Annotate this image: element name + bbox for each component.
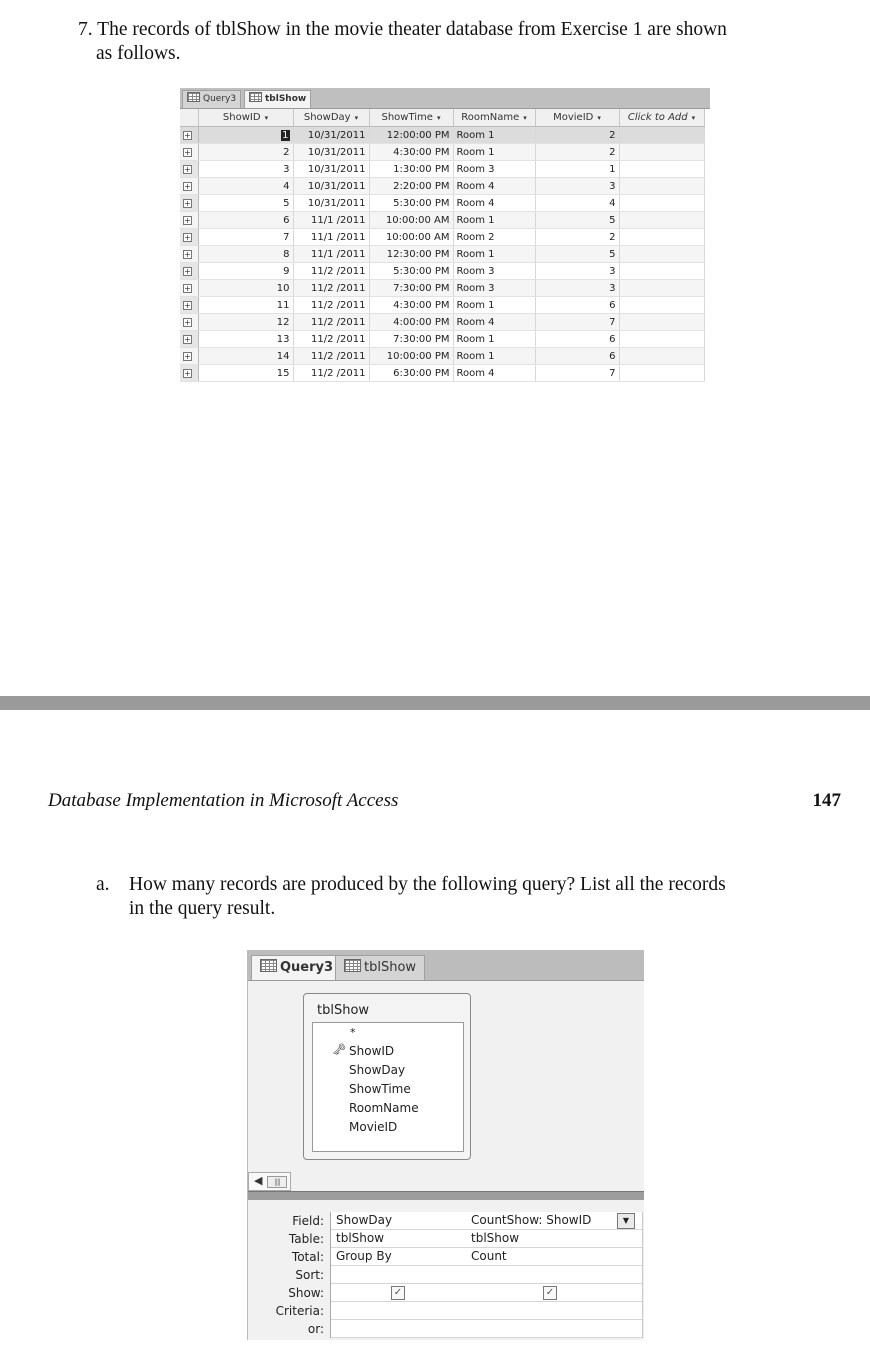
table-icon: [249, 92, 262, 102]
table-row[interactable]: [180, 127, 704, 144]
expand-plus-icon[interactable]: +: [184, 249, 191, 259]
expand-plus-icon[interactable]: +: [184, 198, 191, 208]
field-showday[interactable]: ShowDay: [349, 1063, 406, 1077]
exercise-line-1: The records of tblShow in the movie theater database from Exercise 1 are shown: [97, 19, 727, 40]
field-showtime[interactable]: ShowTime: [349, 1082, 411, 1096]
field-roomname[interactable]: RoomName: [349, 1101, 419, 1115]
running-header: [48, 790, 841, 812]
cell-movieid[interactable]: 6: [535, 297, 619, 314]
cell-roomname[interactable]: Room 1: [453, 348, 535, 365]
cell-showid[interactable]: 15: [198, 365, 293, 382]
cell-showday[interactable]: 11/2 /2011: [293, 314, 369, 331]
cell-showid[interactable]: 13: [198, 331, 293, 348]
table-row[interactable]: [180, 212, 704, 229]
table-row[interactable]: [180, 280, 704, 297]
tab-tblshow[interactable]: tblShow: [244, 90, 311, 108]
tab-tblshow[interactable]: tblShow: [335, 955, 425, 980]
scroll-left-icon[interactable]: ◀: [254, 1174, 263, 1187]
cell-showid[interactable]: 6: [198, 212, 293, 229]
row-selector[interactable]: [180, 280, 198, 297]
row-selector[interactable]: [180, 297, 198, 314]
cell-showid[interactable]: 4: [198, 178, 293, 195]
question-label: a.: [96, 874, 110, 895]
col1-sort[interactable]: [331, 1266, 466, 1284]
cell-click-to-add[interactable]: [619, 348, 704, 365]
query-design-view: [247, 950, 644, 1340]
cell-click-to-add[interactable]: [619, 161, 704, 178]
col-header-showid[interactable]: ShowID ▾: [198, 109, 293, 127]
grid-column-1: [330, 1212, 467, 1338]
col1-field[interactable]: ShowDay: [331, 1212, 466, 1230]
table-row[interactable]: [180, 365, 704, 382]
cell-roomname[interactable]: Room 1: [453, 144, 535, 161]
question-line-1: How many records are produced by the following query? List all the records: [129, 874, 726, 895]
question-a-text: [96, 873, 836, 921]
question-line-2: in the query result.: [129, 898, 276, 919]
cell-showtime[interactable]: 5:30:00 PM: [369, 263, 453, 280]
table-icon: [344, 959, 361, 972]
cell-click-to-add[interactable]: [619, 297, 704, 314]
cell-click-to-add[interactable]: [619, 212, 704, 229]
expand-plus-icon[interactable]: +: [184, 130, 191, 140]
table-row[interactable]: [180, 246, 704, 263]
cell-showid[interactable]: 11: [198, 297, 293, 314]
tab-query3[interactable]: Query3: [251, 955, 342, 980]
expand-plus-icon[interactable]: +: [184, 164, 191, 174]
col1-total[interactable]: Group By: [331, 1248, 466, 1266]
cell-roomname[interactable]: Room 1: [453, 297, 535, 314]
expand-plus-icon[interactable]: +: [184, 351, 191, 361]
field-list-box: [312, 1022, 464, 1152]
cell-showday[interactable]: 11/2 /2011: [293, 365, 369, 382]
cell-movieid[interactable]: 3: [535, 178, 619, 195]
cell-showday[interactable]: 11/1 /2011: [293, 212, 369, 229]
tblshow-datasheet: [180, 88, 710, 388]
col1-or[interactable]: [331, 1320, 466, 1338]
dropdown-arrow-icon: ▾: [264, 114, 269, 122]
table-row[interactable]: [180, 331, 704, 348]
col1-show: [331, 1284, 466, 1302]
exercise-line-2: as follows.: [96, 43, 181, 64]
col2-or[interactable]: [466, 1320, 642, 1338]
cell-showday[interactable]: 11/2 /2011: [293, 331, 369, 348]
table-row[interactable]: [180, 263, 704, 280]
field-list-title: tblShow: [317, 1003, 370, 1018]
field-showid[interactable]: ShowID: [349, 1044, 395, 1058]
row-selector[interactable]: [180, 246, 198, 263]
expand-plus-icon[interactable]: +: [184, 266, 191, 276]
field-list-tblshow[interactable]: [303, 993, 471, 1160]
cell-showday[interactable]: 11/2 /2011: [293, 348, 369, 365]
expand-plus-icon[interactable]: +: [184, 300, 191, 310]
cell-showtime[interactable]: 10:00:00 PM: [369, 348, 453, 365]
cell-roomname[interactable]: Room 1: [453, 212, 535, 229]
cell-click-to-add[interactable]: [619, 365, 704, 382]
col2-table[interactable]: tblShow: [466, 1230, 642, 1248]
expand-plus-icon[interactable]: +: [184, 181, 191, 191]
cell-movieid[interactable]: 5: [535, 212, 619, 229]
cell-roomname[interactable]: Room 1: [453, 246, 535, 263]
cell-movieid[interactable]: 1: [535, 161, 619, 178]
dropdown-arrow-icon: ▾: [691, 114, 696, 122]
cell-showid[interactable]: 7: [198, 229, 293, 246]
query-icon: [260, 959, 277, 972]
table-row[interactable]: [180, 348, 704, 365]
cell-roomname[interactable]: Room 1: [453, 127, 535, 144]
cell-movieid[interactable]: 6: [535, 348, 619, 365]
table-row[interactable]: [180, 229, 704, 246]
row-selector[interactable]: [180, 144, 198, 161]
cell-showid[interactable]: 10: [198, 280, 293, 297]
row-selector[interactable]: [180, 212, 198, 229]
row-selector[interactable]: [180, 314, 198, 331]
cell-showid[interactable]: 3: [198, 161, 293, 178]
cell-showday[interactable]: 11/1 /2011: [293, 246, 369, 263]
col2-total[interactable]: Count: [466, 1248, 642, 1266]
cell-roomname[interactable]: Room 4: [453, 365, 535, 382]
select-all-corner[interactable]: [180, 109, 198, 127]
col2-show: [466, 1284, 642, 1302]
col-header-movieid[interactable]: MovieID ▾: [535, 109, 619, 127]
field-all[interactable]: *: [350, 1026, 356, 1039]
row-selector[interactable]: [180, 331, 198, 348]
row-selector[interactable]: [180, 195, 198, 212]
row-label-total: Total:: [291, 1250, 324, 1264]
cell-movieid[interactable]: 2: [535, 229, 619, 246]
cell-click-to-add[interactable]: [619, 331, 704, 348]
horizontal-scrollbar[interactable]: [248, 1172, 291, 1191]
dropdown-arrow-icon[interactable]: ▼: [617, 1213, 635, 1229]
row-selector[interactable]: [180, 229, 198, 246]
cell-showday[interactable]: 10/31/2011: [293, 178, 369, 195]
col-header-showday[interactable]: ShowDay ▾: [293, 109, 369, 127]
row-label-show: Show:: [288, 1286, 324, 1300]
cell-showday[interactable]: 10/31/2011: [293, 195, 369, 212]
row-selector[interactable]: [180, 161, 198, 178]
scroll-thumb[interactable]: ||||: [267, 1176, 287, 1188]
cell-showtime[interactable]: 10:00:00 AM: [369, 212, 453, 229]
col2-field[interactable]: CountShow: ShowID ▼: [466, 1212, 642, 1230]
cell-movieid[interactable]: 6: [535, 331, 619, 348]
dropdown-arrow-icon: ▾: [523, 114, 527, 122]
cell-click-to-add[interactable]: [619, 246, 704, 263]
query-tab-bar: [248, 950, 644, 981]
cell-showtime[interactable]: 4:30:00 PM: [369, 144, 453, 161]
cell-showtime[interactable]: 1:30:00 PM: [369, 161, 453, 178]
table-row[interactable]: [180, 314, 704, 331]
row-label-or: or:: [307, 1322, 324, 1336]
page-separator-band: [0, 696, 870, 710]
cell-showday[interactable]: 11/2 /2011: [293, 263, 369, 280]
grid-column-2: [466, 1212, 643, 1338]
row-selector[interactable]: [180, 263, 198, 280]
table-row[interactable]: [180, 195, 704, 212]
expand-plus-icon[interactable]: +: [184, 215, 191, 225]
cell-movieid[interactable]: 7: [535, 314, 619, 331]
cell-showid[interactable]: 8: [198, 246, 293, 263]
cell-roomname[interactable]: Room 3: [453, 263, 535, 280]
row-selector[interactable]: [180, 178, 198, 195]
datasheet-tab-bar: [180, 88, 710, 109]
page-number: 147: [812, 790, 841, 811]
datasheet-body: [180, 127, 704, 382]
datasheet-table: [180, 109, 705, 382]
cell-roomname[interactable]: Room 4: [453, 314, 535, 331]
cell-showtime[interactable]: 12:30:00 PM: [369, 246, 453, 263]
row-label-table: Table:: [288, 1232, 324, 1246]
col2-criteria[interactable]: [466, 1302, 642, 1320]
cell-click-to-add[interactable]: [619, 314, 704, 331]
col-header-roomname[interactable]: RoomName ▾: [453, 109, 535, 127]
selected-cell-value: 1: [282, 129, 289, 141]
expand-plus-icon[interactable]: +: [184, 334, 191, 344]
cell-roomname[interactable]: Room 1: [453, 331, 535, 348]
col2-show-checkbox[interactable]: ✓: [543, 1286, 557, 1300]
cell-showtime[interactable]: 5:30:00 PM: [369, 195, 453, 212]
cell-movieid[interactable]: 4: [535, 195, 619, 212]
cell-roomname[interactable]: Room 4: [453, 195, 535, 212]
row-label-sort: Sort:: [295, 1268, 324, 1282]
cell-click-to-add[interactable]: [619, 144, 704, 161]
cell-showtime[interactable]: 10:00:00 AM: [369, 229, 453, 246]
col-header-showtime[interactable]: ShowTime ▾: [369, 109, 453, 127]
col1-table[interactable]: tblShow: [331, 1230, 466, 1248]
cell-roomname[interactable]: Room 3: [453, 161, 535, 178]
dropdown-arrow-icon: ▾: [436, 114, 441, 122]
cell-showday[interactable]: 11/2 /2011: [293, 297, 369, 314]
cell-showtime[interactable]: 12:00:00 PM: [369, 127, 453, 144]
query-icon: [187, 92, 200, 102]
dropdown-arrow-icon: ▾: [354, 114, 359, 122]
exercise-number: 7.: [78, 19, 93, 40]
table-row[interactable]: [180, 161, 704, 178]
cell-showtime[interactable]: 4:00:00 PM: [369, 314, 453, 331]
table-row[interactable]: [180, 297, 704, 314]
cell-showday[interactable]: 10/31/2011: [293, 144, 369, 161]
cell-showday[interactable]: 10/31/2011: [293, 161, 369, 178]
cell-showtime[interactable]: 2:20:00 PM: [369, 178, 453, 195]
cell-click-to-add[interactable]: [619, 127, 704, 144]
cell-click-to-add[interactable]: [619, 178, 704, 195]
table-row[interactable]: [180, 178, 704, 195]
cell-showday[interactable]: 11/2 /2011: [293, 280, 369, 297]
query-design-grid: [248, 1212, 644, 1340]
col1-show-checkbox[interactable]: ✓: [391, 1286, 405, 1300]
cell-showid[interactable]: 2: [198, 144, 293, 161]
cell-showid[interactable]: 12: [198, 314, 293, 331]
cell-movieid[interactable]: 2: [535, 144, 619, 161]
cell-roomname[interactable]: Room 2: [453, 229, 535, 246]
cell-showid[interactable]: 9: [198, 263, 293, 280]
cell-showtime[interactable]: 6:30:00 PM: [369, 365, 453, 382]
cell-click-to-add[interactable]: [619, 263, 704, 280]
cell-click-to-add[interactable]: [619, 280, 704, 297]
col2-sort[interactable]: [466, 1266, 642, 1284]
tab-query3[interactable]: Query3: [182, 90, 241, 108]
expand-plus-icon[interactable]: +: [184, 283, 191, 293]
pane-splitter[interactable]: [248, 1191, 644, 1200]
row-label-criteria: Criteria:: [275, 1304, 324, 1318]
field-movieid[interactable]: MovieID: [349, 1120, 398, 1134]
running-header-title: Database Implementation in Microsoft Access: [48, 790, 399, 811]
exercise-7-text: [78, 18, 838, 66]
expand-plus-icon[interactable]: +: [184, 368, 191, 378]
row-label-field: Field:: [292, 1214, 324, 1228]
cell-movieid[interactable]: 3: [535, 280, 619, 297]
row-selector[interactable]: [180, 365, 198, 382]
table-row[interactable]: [180, 144, 704, 161]
cell-showtime[interactable]: 4:30:00 PM: [369, 297, 453, 314]
cell-showid[interactable]: 14: [198, 348, 293, 365]
expand-plus-icon[interactable]: +: [184, 317, 191, 327]
cell-showday[interactable]: 10/31/2011: [293, 127, 369, 144]
cell-click-to-add[interactable]: [619, 195, 704, 212]
cell-roomname[interactable]: Room 4: [453, 178, 535, 195]
expand-plus-icon[interactable]: +: [184, 147, 191, 157]
cell-movieid[interactable]: 3: [535, 263, 619, 280]
primary-key-icon: 🗝: [332, 1043, 346, 1056]
cell-roomname[interactable]: Room 3: [453, 280, 535, 297]
cell-click-to-add[interactable]: [619, 229, 704, 246]
cell-movieid[interactable]: 5: [535, 246, 619, 263]
dropdown-arrow-icon: ▾: [597, 114, 601, 122]
cell-showid[interactable]: 5: [198, 195, 293, 212]
row-selector[interactable]: [180, 348, 198, 365]
cell-showday[interactable]: 11/1 /2011: [293, 229, 369, 246]
cell-showtime[interactable]: 7:30:00 PM: [369, 280, 453, 297]
expand-plus-icon[interactable]: +: [184, 232, 191, 242]
cell-movieid[interactable]: 2: [535, 127, 619, 144]
col-header-click-to-add[interactable]: Click to Add ▾: [619, 109, 704, 127]
cell-movieid[interactable]: 7: [535, 365, 619, 382]
col1-criteria[interactable]: [331, 1302, 466, 1320]
cell-showid[interactable]: [198, 127, 293, 144]
datasheet-header-row: [180, 109, 704, 127]
cell-showtime[interactable]: 7:30:00 PM: [369, 331, 453, 348]
row-selector[interactable]: [180, 127, 198, 144]
